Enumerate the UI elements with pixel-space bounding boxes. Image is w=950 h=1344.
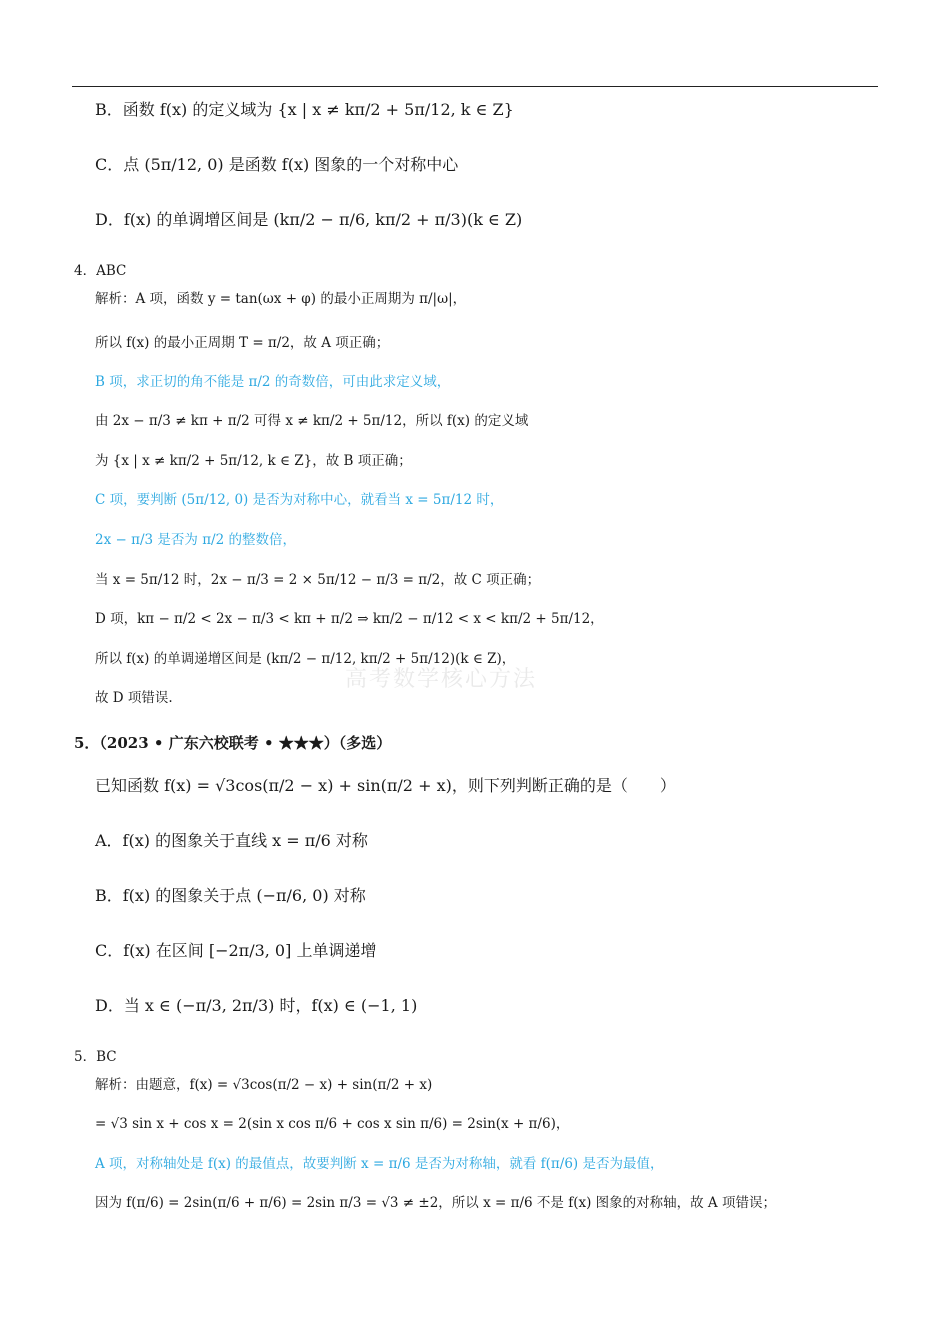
q4-solution-line: 故 D 项错误. — [95, 690, 173, 706]
q5-solution-line: 因为 f(π/6) = 2sin(π/6 + π/6) = 2sin π/3 = √3 ≠ ±2，所以 x = π/6 不是 f(x) 图象的对称轴，故 A 项错误； — [95, 1195, 776, 1211]
q5-header: 5．（2023 • 广东六校联考 • ★★★）（多选） — [74, 734, 392, 752]
q5-option-d: D．当 x ∈ (−π/3, 2π/3) 时，f(x) ∈ (−1, 1) — [95, 996, 418, 1015]
q4-solution-hint: B 项，求正切的角不能是 π/2 的奇数倍，可由此求定义域， — [95, 374, 451, 390]
q4-solution-line: 当 x = 5π/12 时，2x − π/3 = 2 × 5π/12 − π/3 = π/2，故 C 项正确； — [95, 572, 541, 588]
q5-stem: 已知函数 f(x) = √3cos(π/2 − x) + sin(π/2 + x)，则下列判断正确的是（ ） — [95, 776, 676, 795]
q4-solution-hint: 2x − π/3 是否为 π/2 的整数倍， — [95, 532, 296, 548]
q5-solution-line: = √3 sin x + cos x = 2(sin x cos π/6 + cos x sin π/6) = 2sin(x + π/6)， — [95, 1116, 570, 1132]
q5-solution-line: 解析：由题意，f(x) = √3cos(π/2 − x) + sin(π/2 + x) — [95, 1077, 433, 1093]
q5-solution-hint: A 项，对称轴处是 f(x) 的最值点，故要判断 x = π/6 是否为对称轴，就看 f(π/6) 是否为最值， — [95, 1156, 664, 1172]
q4-solution-line: 由 2x − π/3 ≠ kπ + π/2 可得 x ≠ kπ/2 + 5π/12，所以 f(x) 的定义域 — [95, 413, 529, 429]
q5-option-c: C．f(x) 在区间 [−2π/3, 0] 上单调递增 — [95, 941, 377, 960]
q4-solution-line: D 项，kπ − π/2 < 2x − π/3 < kπ + π/2 ⇒ kπ/2 − π/12 < x < kπ/2 + 5π/12， — [95, 611, 604, 627]
q3-option-c: C．点 (5π/12, 0) 是函数 f(x) 图象的一个对称中心 — [95, 155, 459, 174]
q4-solution-line: 解析：A 项，函数 y = tan(ωx + φ) 的最小正周期为 π/|ω|， — [95, 291, 467, 307]
q4-solution-line: 所以 f(x) 的最小正周期 T = π/2，故 A 项正确； — [95, 335, 390, 351]
q3-option-d: D．f(x) 的单调增区间是 (kπ/2 − π/6, kπ/2 + π/3)(k ∈ Z) — [95, 210, 523, 229]
watermark: 高考数学核心方法 — [345, 667, 538, 692]
q5-answer: 5．BC — [74, 1049, 117, 1065]
q4-solution-line: 所以 f(x) 的单调递增区间是 (kπ/2 − π/12, kπ/2 + 5π/12)(k ∈ Z)， — [95, 651, 516, 667]
q5-option-a: A．f(x) 的图象关于直线 x = π/6 对称 — [95, 831, 368, 850]
q4-answer: 4．ABC — [74, 263, 127, 279]
q5-option-b: B．f(x) 的图象关于点 (−π/6, 0) 对称 — [95, 886, 366, 905]
q4-solution-hint: C 项，要判断 (5π/12, 0) 是否为对称中心，就看当 x = 5π/12 时， — [95, 492, 504, 508]
q3-option-b: B．函数 f(x) 的定义域为 {x | x ≠ kπ/2 + 5π/12, k ∈ Z} — [95, 100, 514, 119]
q4-solution-line: 为 {x | x ≠ kπ/2 + 5π/12, k ∈ Z}，故 B 项正确； — [95, 453, 412, 469]
header-rule — [72, 86, 878, 87]
